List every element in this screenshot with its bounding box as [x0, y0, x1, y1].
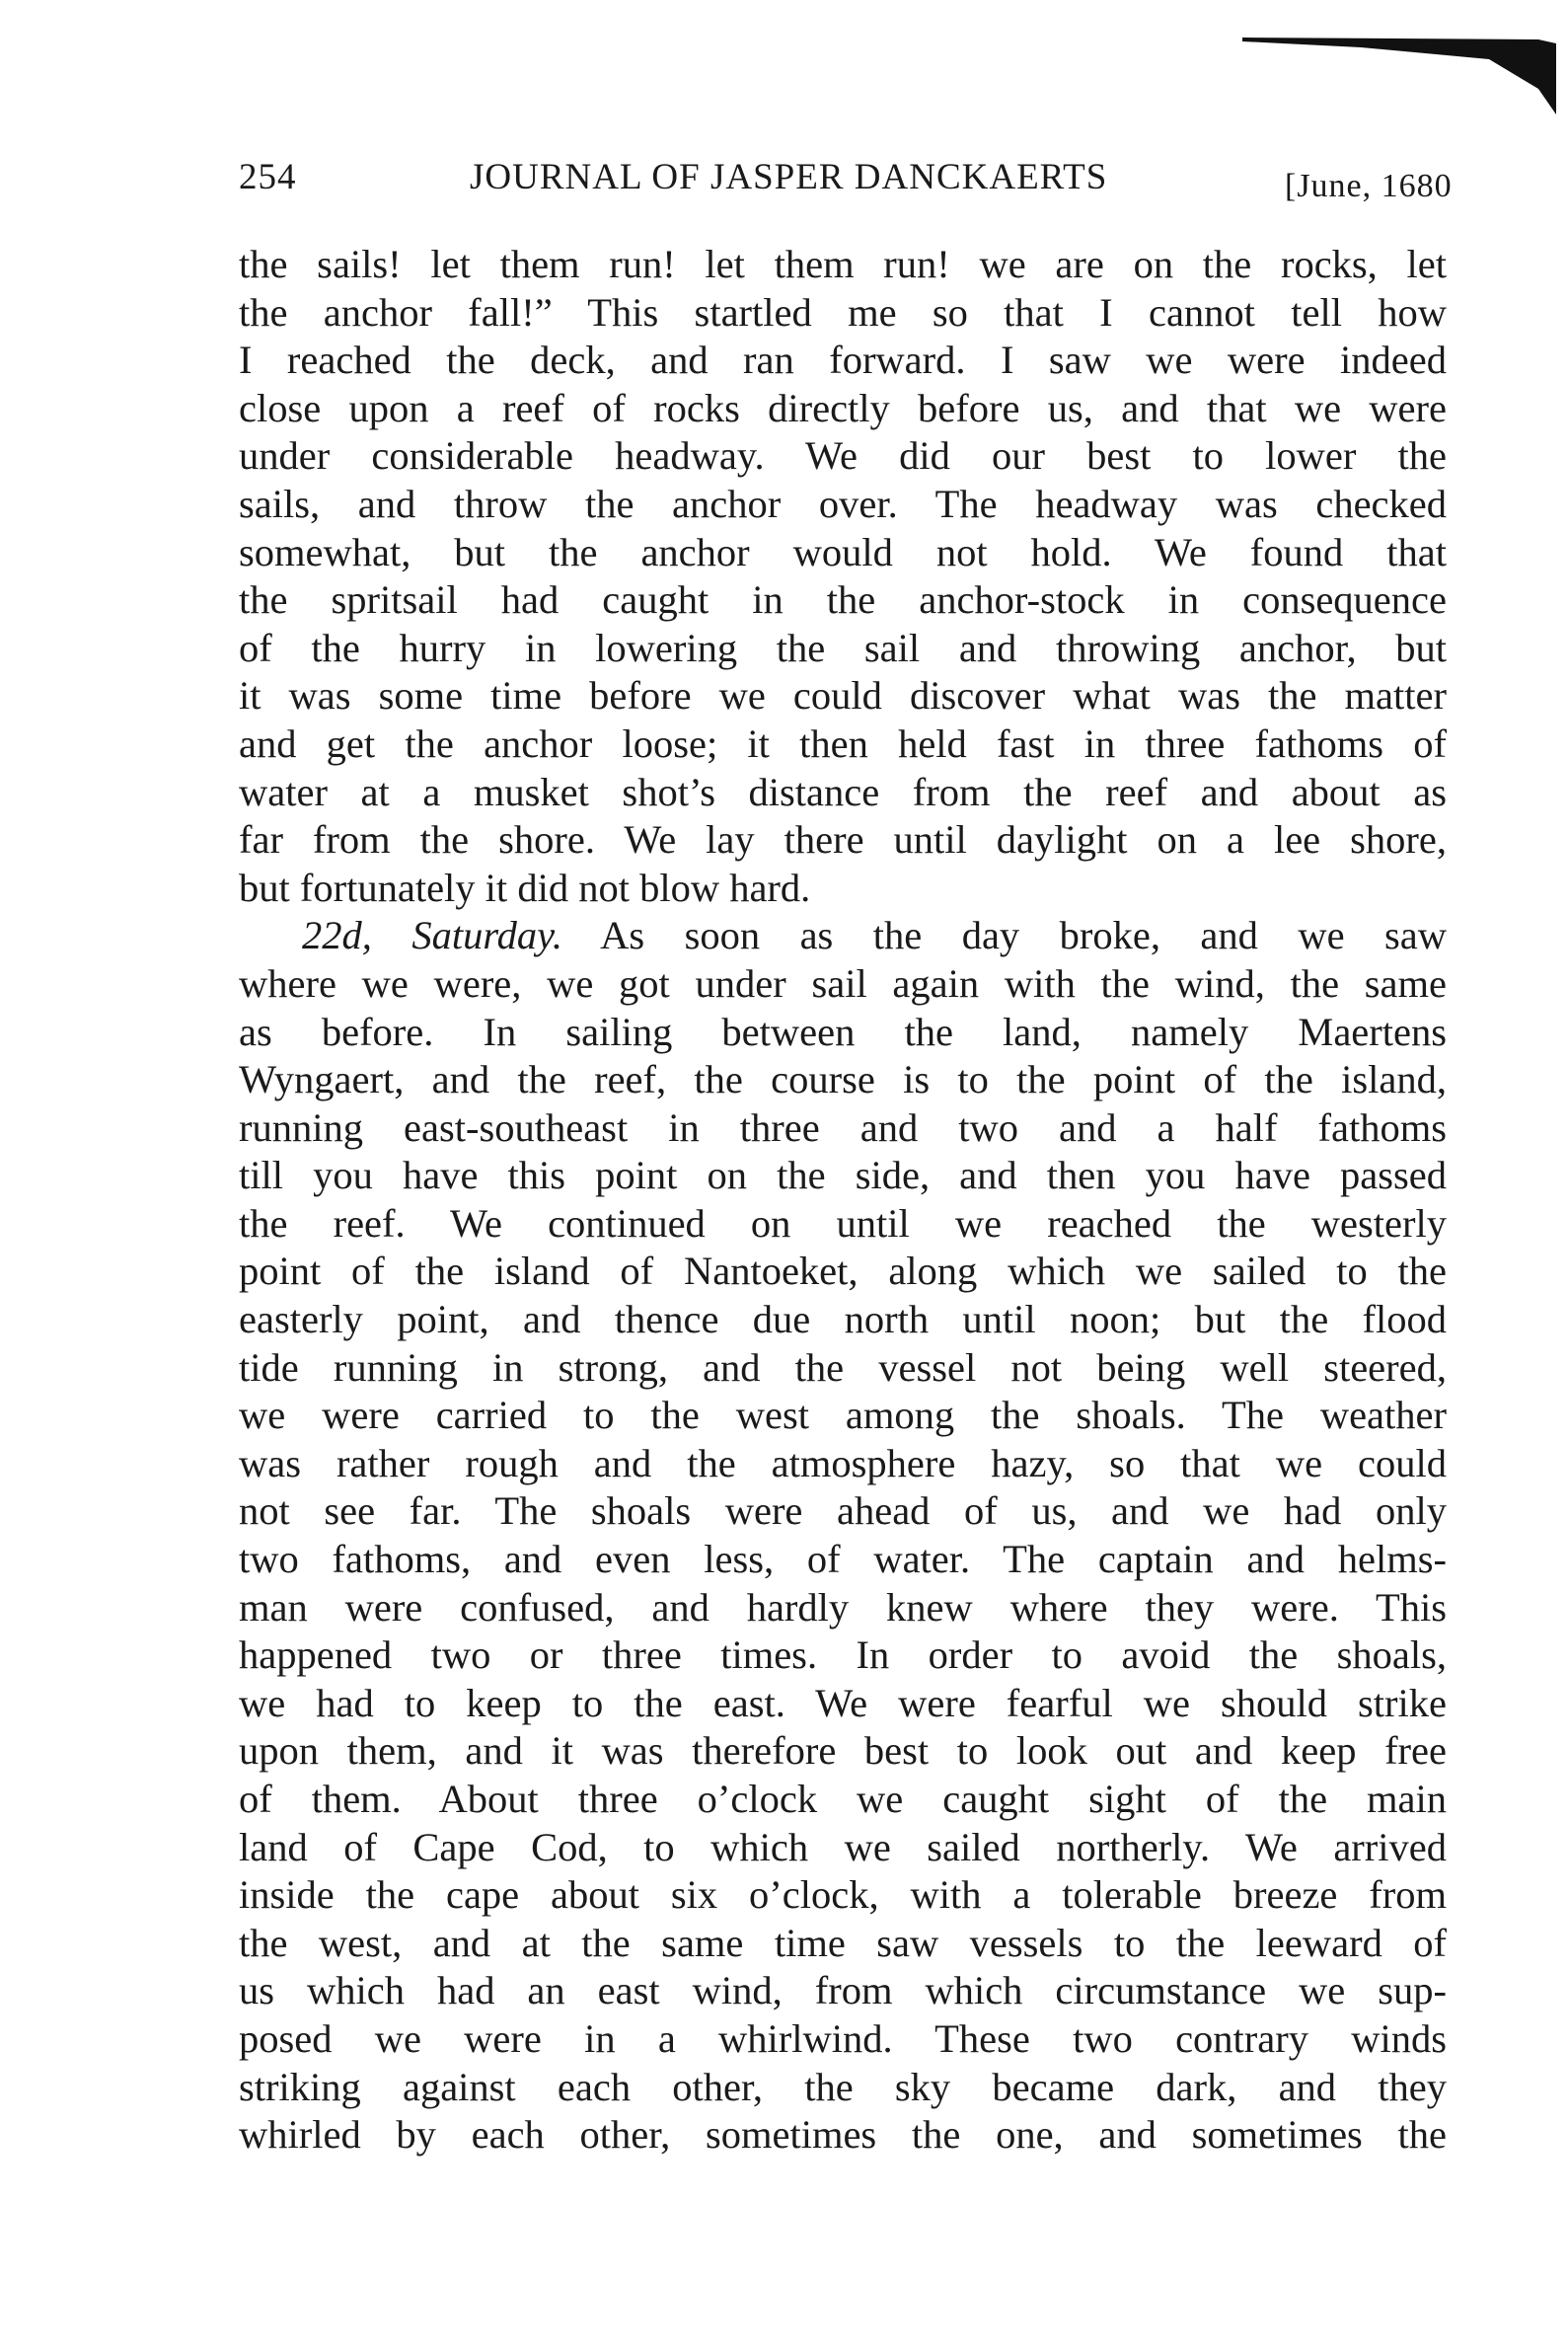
- text-line: upon them, and it was therefore best to look out and keep free: [239, 1728, 1447, 1774]
- date-heading: 22d, Saturday.: [302, 913, 562, 958]
- text-line: where we were, we got under sail again with the wind, the same: [239, 960, 1447, 1006]
- text-line: and get the anchor loose; it then held fast in three fathoms of: [239, 720, 1447, 766]
- text-line: till you have this point on the side, and then you have passed: [239, 1153, 1447, 1198]
- text-line: somewhat, but the anchor would not hold. We found that: [239, 529, 1447, 574]
- text-line: the west, and at the same time saw vessels to the leeward of: [239, 1920, 1447, 1965]
- text-line: the spritsail had caught in the anchor-stock in consequence: [239, 577, 1447, 623]
- text-line: [239, 912, 1447, 960]
- text-line: running east-southeast in three and two and a half fathoms: [239, 1104, 1447, 1150]
- running-date: [June, 1680: [1285, 168, 1453, 204]
- paragraph-2-lines: [239, 960, 1447, 2160]
- text-line: was rather rough and the atmosphere hazy, so that we could: [239, 1440, 1447, 1485]
- text-line: we had to keep to the east. We were fearful we should strike: [239, 1680, 1447, 1725]
- text-line: I reached the deck, and ran forward. I saw we were indeed: [239, 338, 1447, 383]
- text-line: the anchor fall!” This startled me so that I cannot tell how: [239, 289, 1447, 335]
- running-title: JOURNAL OF JASPER DANCKAERTS: [470, 157, 1108, 197]
- text-line: us which had an east wind, from which circumstance we sup-: [239, 1968, 1447, 2013]
- text-line: not see far. The shoals were ahead of us, and we had only: [239, 1488, 1447, 1534]
- paragraph-2: [239, 912, 1447, 2159]
- page-number: 254: [239, 157, 297, 197]
- text-line: it was some time before we could discover what was the matter: [239, 673, 1447, 719]
- text-line: close upon a reef of rocks directly before us, and that we were: [239, 385, 1447, 430]
- text-line: tide running in strong, and the vessel not being well steered,: [239, 1344, 1447, 1390]
- text-line: under considerable headway. We did our best to lower the: [239, 433, 1447, 479]
- text-line: whirled by each other, sometimes the one, and sometimes the: [239, 2112, 1447, 2158]
- text-line: of the hurry in lowering the sail and throwing anchor, but: [239, 625, 1447, 670]
- paragraph-1: [239, 241, 1447, 912]
- text-line: but fortunately it did not blow hard.: [239, 865, 811, 910]
- page-body: [239, 241, 1447, 2160]
- text-line: easterly point, and thence due north until noon; but the flood: [239, 1297, 1447, 1342]
- text-line: the reef. We continued on until we reached the westerly: [239, 1200, 1447, 1246]
- running-header: [239, 156, 1462, 215]
- text-line: two fathoms, and even less, of water. The captain and helms-: [239, 1537, 1447, 1582]
- text-line: posed we were in a whirlwind. These two contrary winds: [239, 2015, 1447, 2061]
- text-line: sails, and throw the anchor over. The headway was checked: [239, 481, 1447, 526]
- text-line: of them. About three o’clock we caught sight of the main: [239, 1777, 1447, 1821]
- text-line: we were carried to the west among the shoals. The weather: [239, 1393, 1447, 1438]
- text-line: water at a musket shot’s distance from the reef and about as: [239, 769, 1447, 814]
- text-line: land of Cape Cod, to which we sailed northerly. We arrived: [239, 1824, 1447, 1869]
- text-line: striking against each other, the sky became dark, and they: [239, 2064, 1447, 2109]
- text-line: the sails! let them run! let them run! we are on the rocks, let: [239, 242, 1447, 286]
- text-line: Wyngaert, and the reef, the course is to the point of the island,: [239, 1057, 1447, 1102]
- text-line: point of the island of Nantoeket, along which we sailed to the: [239, 1249, 1447, 1294]
- text-line: happened two or three times. In order to avoid the shoals,: [239, 1632, 1447, 1678]
- page-corner-mark: [1242, 30, 1558, 118]
- text-line: far from the shore. We lay there until daylight on a lee shore,: [239, 817, 1447, 863]
- text-line: man were confused, and hardly knew where they were. This: [239, 1584, 1447, 1630]
- text-line: as before. In sailing between the land, namely Maertens: [239, 1009, 1447, 1054]
- text-line: inside the cape about six o’clock, with a tolerable breeze from: [239, 1872, 1447, 1918]
- text-run: As soon as the day broke, and we saw: [561, 913, 1447, 958]
